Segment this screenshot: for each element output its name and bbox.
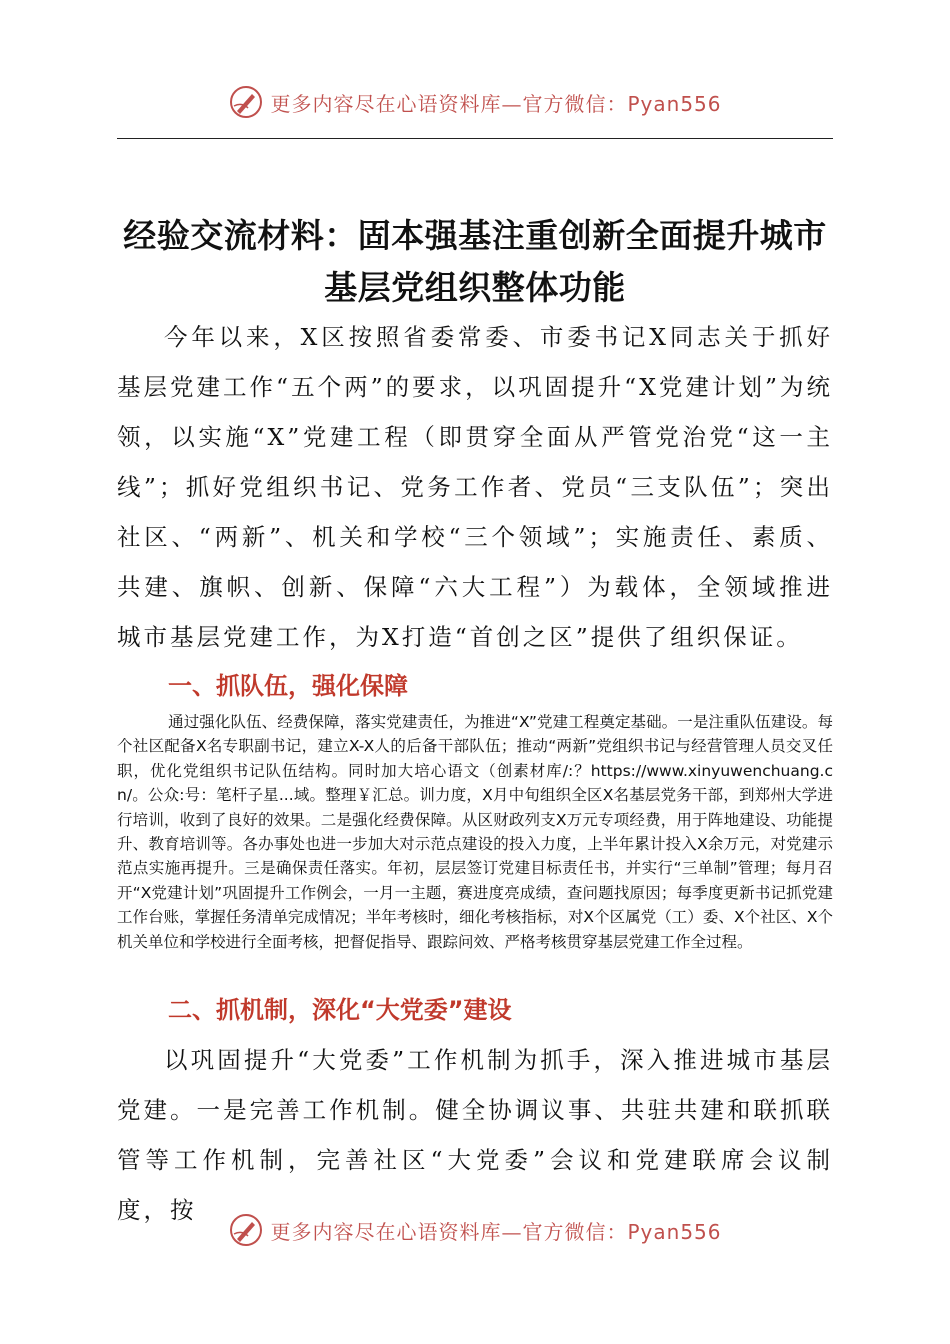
section2-paragraph: 以巩固提升“大党委”工作机制为抓手，深入推进城市基层党建。一是完善工作机制。健全协调议事、共驻共建和联抓联管等工作机制，完善社区“大党委”会议和党建联席会议制度，按 xyxy=(117,1046,833,1224)
section2-heading: 二、抓机制，深化“大党委”建设 xyxy=(168,996,512,1024)
footer-banner xyxy=(0,1208,950,1252)
banner-text: 更多内容尽在心语资料库—官方微信：Pyan556 xyxy=(270,91,722,116)
pen-logo-icon xyxy=(228,1212,264,1248)
pen-logo-icon xyxy=(228,84,264,120)
header-banner xyxy=(0,80,950,124)
section1-paragraph: 通过强化队伍、经费保障，落实党建责任，为推进“X”党建工程奠定基础。一是注重队伍建设。每个社区配备X名专职副书记，建立X-X人的后备干部队伍；推动“两新”党组织书记与经营管理人员交叉任职，优化党组织书记队伍结构。同时加大培心语文（创素材库/:？https://www.xinyuwenchuang.cn/。公众:号：笔杆子星...域。整理￥汇总。训力度，X月中旬组织全区X名基层党务干部，到郑州大学进行培训，收到了良好的效果。二是强化经费保障。从区财政列支X万元专项经费，用于阵地建设、功能提升、教育培训等。各办事处也进一步加大对示范点建设的投入力度，上半年累计投入X余万元，对党建示范点实施再提升。三是确保责任落实。年初，层层签订党建目标责任书，并实行“三单制”管理；每月召开“X党建计划”巩固提升工作例会，一月一主题，赛进度亮成绩，查问题找原因；每季度更新书记抓党建工作台账，掌握任务清单完成情况；半年考核时，细化考核指标，对X个区属党（工）委、X个社区、X个机关单位和学校进行全面考核，把督促指导、跟踪问效、严格考核贯穿基层党建工作全过程。 xyxy=(117,713,833,951)
intro-paragraph: 今年以来，X区按照省委常委、市委书记X同志关于抓好基层党建工作“五个两”的要求，以巩固提升“X党建计划”为统领，以实施“X”党建工程（即贯穿全面从严管党治党“这一主线”；抓好党组织书记、党务工作者、党员“三支队伍”；突出社区、“两新”、机关和学校“三个领域”；实施责任、素质、共建、旗帜、创新、保障“六大工程”）为载体，全领域推进城市基层党建工作，为X打造“首创之区”提供了组织保证。 xyxy=(117,323,833,651)
banner-text: 更多内容尽在心语资料库—官方微信：Pyan556 xyxy=(270,1219,722,1244)
section1-heading: 一、抓队伍，强化保障 xyxy=(168,672,408,700)
page-title: 经验交流材料：固本强基注重创新全面提升城市基层党组织整体功能 xyxy=(123,216,827,308)
header-rule xyxy=(117,138,833,139)
